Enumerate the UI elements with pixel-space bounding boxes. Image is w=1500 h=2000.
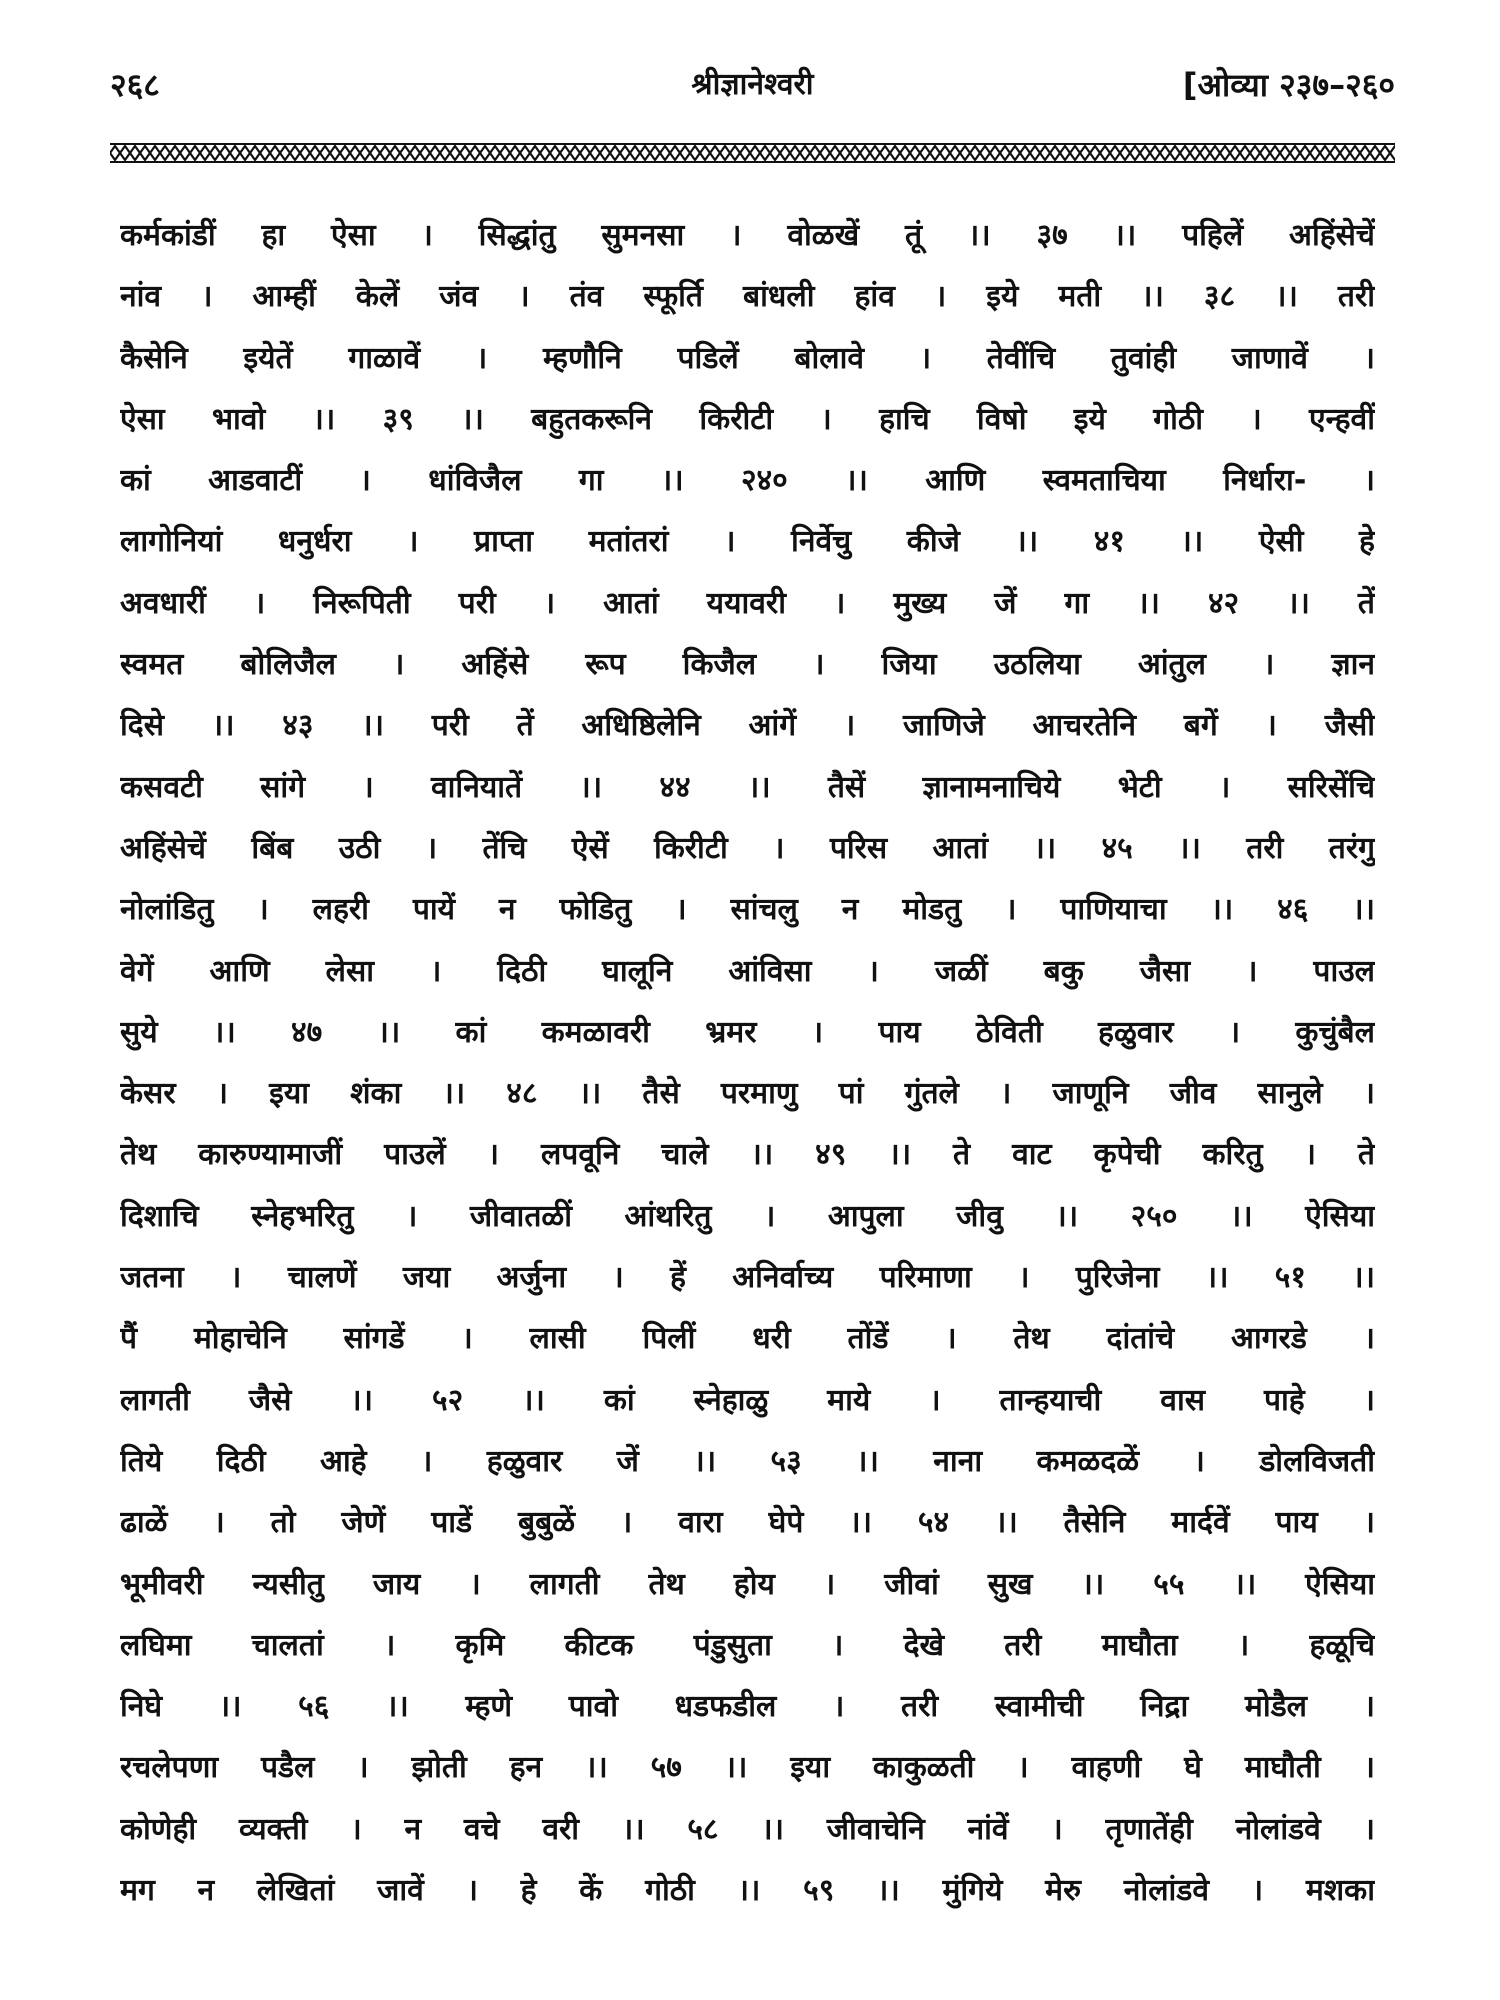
text-line: ढाळें । तो जेणें पाडें बुबुळें । वारा घेपे ।। ५४ ।। तैसेनि मार्दवें पाय । xyxy=(120,1505,1375,1541)
text-line: सुये ।। ४७ ।। कां कमळावरी भ्रमर । पाय ठेविती हळुवार । कुचुंबैल xyxy=(120,1014,1375,1050)
text-line: लघिमा चालतां । कृमि कीटक पंडुसुता । देखे तरी माघौता । हळूचि xyxy=(120,1627,1375,1663)
text-line: नांव । आम्हीं केलें जंव । तंव स्फूर्ति बांधली हांव । इये मती ।। ३८ ।। तरी xyxy=(120,279,1375,315)
text-line: कसवटी सांगे । वानियातें ।। ४४ ।। तैसें ज्ञानामनाचिये भेटी । सरिसेंचि xyxy=(120,769,1375,805)
page-header xyxy=(110,60,1395,120)
text-line: कां आडवाटीं । धांविजैल गा ।। २४० ।। आणि स्वमताचिया निर्धारा- । xyxy=(120,463,1375,499)
verse-range: [ओव्या २३७–२६० xyxy=(1182,66,1395,104)
ornamental-divider xyxy=(110,138,1395,168)
text-line: कोणेही व्यक्ती । न वचे वरी ।। ५८ ।। जीवाचेनि नांवें । तृणातेंही नोलांडवे । xyxy=(120,1811,1375,1847)
text-line: अहिंसेचें बिंब उठी । तेंचि ऐसें किरीटी । परिस आतां ।। ४५ ।। तरी तरंगु xyxy=(120,830,1375,866)
page-number: २६८ xyxy=(110,66,160,104)
text-line: कैसेनि इयेतें गाळावें । म्हणौनि पडिलें बोलावे । तेवींचि तुवांही जाणावें । xyxy=(120,340,1375,376)
text-line: पैं मोहाचेनि सांगडें । लासी पिलीं धरी तोंडें । तेथ दांतांचे आगरडे । xyxy=(120,1321,1375,1357)
text-line: तेथ कारुण्यामाजीं पाउलें । लपवूनि चाले ।। ४९ ।। ते वाट कृपेची करितु । ते xyxy=(120,1137,1375,1173)
text-line: जतना । चालणें जया अर्जुना । हें अनिर्वाच्य परिमाणा । पुरिजेना ।। ५१ ।। xyxy=(120,1260,1375,1296)
text-line: लागोनियां धनुर्धरा । प्राप्ता मतांतरां । निर्वेचु कीजे ।। ४१ ।। ऐसी हे xyxy=(120,524,1375,560)
text-line: तिये दिठी आहे । हळुवार जें ।। ५३ ।। नाना कमळदळें । डोलविजती xyxy=(120,1443,1375,1479)
text-line: स्वमत बोलिजैल । अहिंसे रूप किजैल । जिया उठलिया आंतुल । ज्ञान xyxy=(120,647,1375,683)
text-line: दिसे ।। ४३ ।। परी तें अधिष्ठिलेनि आंगें । जाणिजे आचरतेनि बगें । जैसी xyxy=(120,708,1375,744)
text-line: नोलांडितु । लहरी पायें न फोडितु । सांचलु न मोडतु । पाणियाचा ।। ४६ ।। xyxy=(120,892,1375,928)
text-line: निघे ।। ५६ ।। म्हणे पावो धडफडील । तरी स्वामीची निद्रा मोडैल । xyxy=(120,1689,1375,1725)
text-line: दिशाचि स्नेहभरितु । जीवातळीं आंथरितु । आपुला जीवु ।। २५० ।। ऐसिया xyxy=(120,1198,1375,1234)
text-line: ऐसा भावो ।। ३९ ।। बहुतकरूनि किरीटी । हाचि विषो इये गोठी । एन्हवीं xyxy=(120,401,1375,437)
text-line: केसर । इया शंका ।। ४८ ।। तैसे परमाणु पां गुंतले । जाणूनि जीव सानुले । xyxy=(120,1076,1375,1112)
text-line: अवधारीं । निरूपिती परी । आतां ययावरी । मुख्य जें गा ।। ४२ ।। तें xyxy=(120,585,1375,621)
text-line: रचलेपणा पडैल । झोती हन ।। ५७ ।। इया काकुळती । वाहणी घे माघौती । xyxy=(120,1750,1375,1786)
verse-text-block xyxy=(120,205,1375,1921)
text-line: लागती जैसे ।। ५२ ।। कां स्नेहाळु माये । तान्हयाची वास पाहे । xyxy=(120,1382,1375,1418)
book-title: श्रीज्ञानेश्वरी xyxy=(691,67,814,102)
text-line: मग न लेखितां जावें । हे कें गोठी ।। ५९ ।। मुंगिये मेरु नोलांडवे । मशका xyxy=(120,1873,1375,1909)
text-line: भूमीवरी न्यसीतु जाय । लागती तेथ होय । जीवां सुख ।। ५५ ।। ऐसिया xyxy=(120,1566,1375,1602)
text-line: कर्मकांडीं हा ऐसा । सिद्धांतु सुमनसा । वोळखें तूं ।। ३७ ।। पहिलें अहिंसेचें xyxy=(120,218,1375,253)
text-line: वेगें आणि लेसा । दिठी घालूनि आंविसा । जळीं बकु जैसा । पाउल xyxy=(120,953,1375,989)
